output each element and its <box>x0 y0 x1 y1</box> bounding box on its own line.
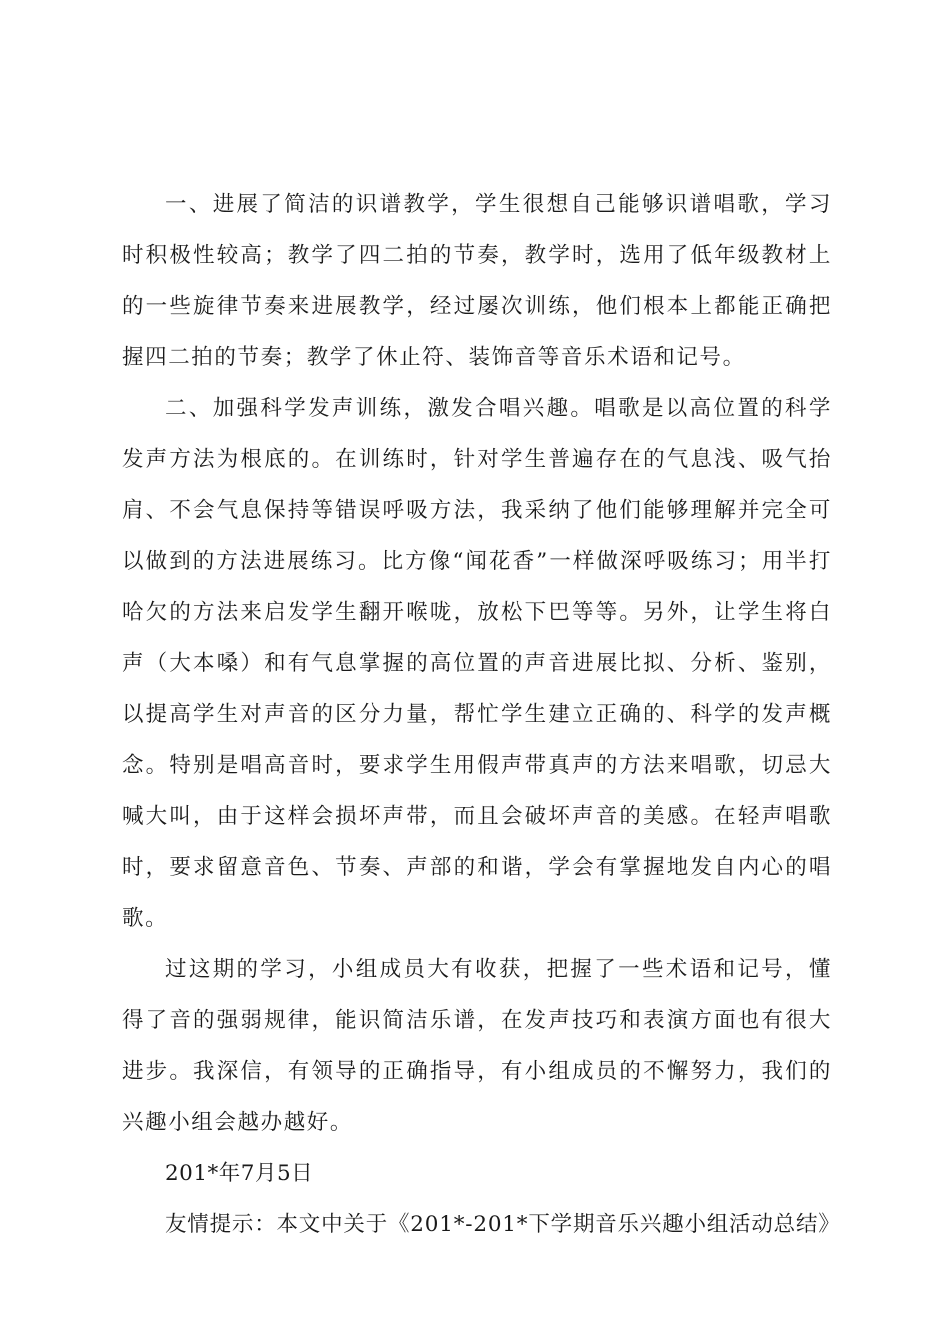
document-body <box>122 179 841 1250</box>
paragraph-notation-teaching: 一、进展了简洁的识谱教学，学生很想自己能够识谱唱歌，学习时积极性较高；教学了四二拍的节奏，教学时，选用了低年级教材上的一些旋律节奏来进展教学，经过屡次训练，他们根本上都能正确把握四二拍的节奏；教学了休止符、装饰音等音乐术语和记号。 <box>122 192 832 370</box>
paragraph-summary: 过这期的学习，小组成员大有收获，把握了一些术语和记号，懂得了音的强弱规律，能识简洁乐谱，在发声技巧和表演方面也有很大进步。我深信，有领导的正确指导，有小组成员的不懈努力，我们的兴趣小组会越办越好。 <box>122 957 832 1135</box>
friendly-tip: 友情提示：本文中关于《201*-201*下学期音乐兴趣小组活动总结》 <box>165 1212 841 1237</box>
document-date: 201*年7月5日 <box>165 1161 314 1186</box>
paragraph-vocal-training: 二、加强科学发声训练，激发合唱兴趣。唱歌是以高位置的科学发声方法为根底的。在训练时，针对学生普遍存在的气息浅、吸气抬肩、不会气息保持等错误呼吸方法，我采纳了他们能够理解并完全可以做到的方法进展练习。比方像“闻花香”一样做深呼吸练习；用半打哈欠的方法来启发学生翻开喉咙，放松下巴等等。另外，让学生将白声（大本嗓）和有气息掌握的高位置的声音进展比拟、分析、鉴别，以提高学生对声音的区分力量，帮忙学生建立正确的、科学的发声概念。特别是唱高音时，要求学生用假声带真声的方法来唱歌，切忌大喊大叫，由于这样会损坏声带，而且会破坏声音的美感。在轻声唱歌时，要求留意音色、节奏、声部的和谐，学会有掌握地发自内心的唱歌。 <box>122 396 832 931</box>
